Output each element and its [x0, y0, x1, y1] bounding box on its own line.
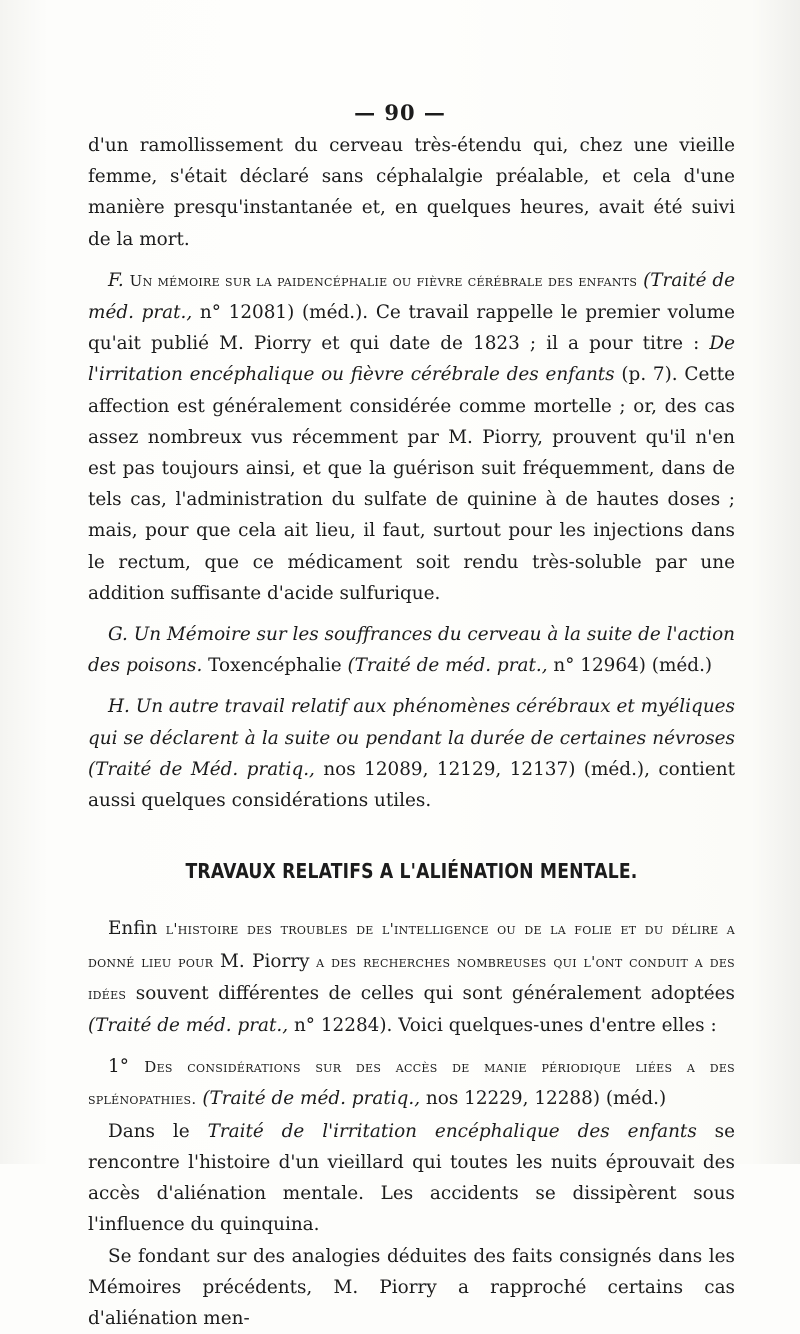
- paragraph-intro: [88, 913, 735, 1041]
- reference-italic: (Traité de méd. prat.,: [347, 655, 547, 676]
- paragraph-text: d'un ramollissement du cerveau très-étendu qui, chez une vieille femme, s'était déclaré sans céphalalgie préalable, et cela d'une manière presqu'instantanée et, en quelques heures, avait été suivi de la mort.: [88, 135, 735, 250]
- reference-number: nos 12229, 12288) (méd.): [420, 1088, 666, 1109]
- reference-number: n° 12081) (méd.).: [192, 302, 368, 323]
- reference-number: n° 12284). Voici quelques-unes d'entre elles :: [288, 1015, 717, 1036]
- list-item-1: [88, 1051, 735, 1115]
- page-body: [88, 130, 735, 1334]
- reference-number: n° 12964) (méd.): [548, 655, 713, 676]
- paragraph-traite: [88, 1116, 735, 1241]
- paragraph-last: [88, 1241, 735, 1334]
- section-marker: F.: [108, 270, 124, 291]
- reference-italic: (Traité de méd. pratiq.,: [196, 1088, 420, 1109]
- reference-italic: (Traité de méd. prat.,: [88, 270, 735, 323]
- section-heading: TRAVAUX RELATIFS A L'ALIÉNATION MENTALE.: [133, 856, 689, 887]
- reference-number: nos 12089, 12129, 12137) (méd.), contient aussi quelques considérations utiles.: [88, 759, 735, 811]
- list-number: 1°: [108, 1056, 144, 1077]
- paragraph-g: [88, 619, 735, 681]
- reference-italic: (Traité de Méd. pratiq.,: [88, 759, 315, 780]
- page-number: — 90 —: [0, 100, 800, 125]
- paragraph-text: souvent différentes de celles qui sont généralement adoptées: [126, 983, 735, 1004]
- paragraph-text: se rencontre l'histoire d'un vieillard qui toutes les nuits éprouvait des accès d'aliénation mentale. Les accidents se dissipèrent sous l'influence du quinquina.: [88, 1121, 735, 1236]
- reference-italic: (Traité de méd. prat.,: [88, 1015, 288, 1036]
- book-title: Traité de l'irritation encéphalique des enfants: [208, 1121, 697, 1142]
- paragraph-continuation: [88, 130, 735, 255]
- paragraph-h: [88, 691, 735, 816]
- paragraph-text: (p. 7). Cette affection est généralement considérée comme mortelle ; or, des cas assez nombreux vus récemment par M. Piorry, prouvent qu'il n'en est pas toujours ainsi, et que la guérison suit fréquemment, dans de tels cas, l'administration du sulfate de quinine à de hautes doses ; mais, pour que cela ait lieu, il faut, surtout pour les injections dans le rectum, que ce médicament soit rendu très-soluble par une addition suffisante d'acide sulfurique.: [88, 364, 735, 603]
- paragraph-text: Ce travail rappelle le premier volume qu'ait publié M. Piorry et qui date de 1823 ; il a pour titre :: [88, 302, 735, 354]
- item-title: Des considérations sur des accès de manie périodique liées a des splénopathies.: [88, 1058, 735, 1108]
- memoir-title: H. Un autre travail relatif aux phénomènes cérébraux et myéliques qui se déclarent à la suite ou pendant la durée de certaines névroses: [88, 696, 735, 748]
- paragraph-text: Dans le: [108, 1121, 208, 1142]
- author-name: M. Piorry: [220, 951, 309, 972]
- paragraph-text: Toxencéphalie: [202, 655, 347, 676]
- paragraph-text: Se fondant sur des analogies déduites des faits consignés dans les Mémoires précédents, M. Piorry a rapproché certains cas d'aliénation men-: [88, 1246, 735, 1329]
- memoir-title: Un mémoire sur la paidencéphalie ou fièvre cérébrale des enfants: [130, 272, 638, 290]
- small-caps-text: a des recherches nombreuses qui l'ont conduit a des idées: [88, 953, 735, 1003]
- paragraph-text: Enfin: [108, 918, 157, 939]
- book-title: De l'irritation encéphalique ou fièvre cérébrale des enfants: [88, 333, 735, 385]
- small-caps-text: l'histoire des troubles de l'intelligence ou de la folie et du délire a donné lieu pour: [88, 920, 735, 970]
- paragraph-f: [88, 265, 735, 609]
- memoir-title: G. Un Mémoire sur les souffrances du cerveau à la suite de l'action des poisons.: [88, 624, 735, 676]
